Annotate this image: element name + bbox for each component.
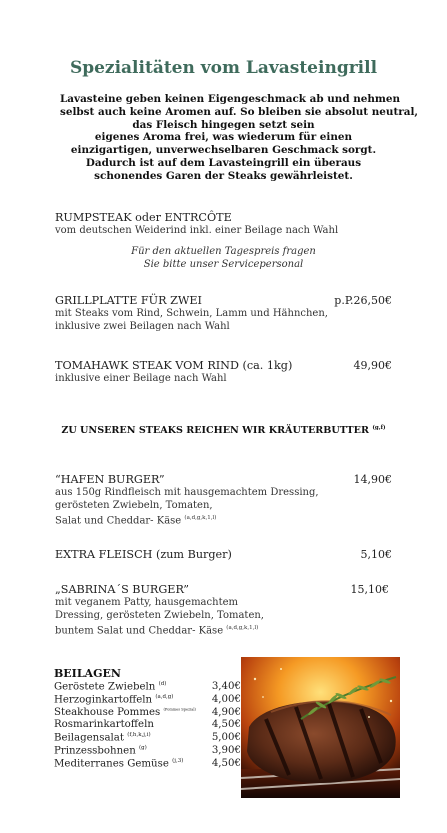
- tomahawk-price: 49,90€: [353, 359, 392, 372]
- side-name: Herzoginkartoffeln: [54, 694, 153, 706]
- desc-line: [55, 512, 319, 528]
- menu-title: Spezialitäten vom Lavasteingrill: [69, 58, 378, 78]
- allergen-codes: (f,h,k,j,i): [127, 732, 151, 739]
- sabrina-burger-price: 15,10€: [350, 583, 389, 596]
- allergen-codes: (a,d,g,k,1,l): [226, 625, 259, 632]
- intro-text: [60, 93, 419, 183]
- desc-line: aus 150g Rindfleisch mit hausgemachtem Dressing,: [55, 487, 319, 498]
- tomahawk-title: TOMAHAWK STEAK VOM RIND (ca. 1kg): [55, 359, 293, 372]
- steak-image: [241, 657, 400, 798]
- allergen-codes: (j,3): [172, 757, 184, 764]
- allergen-codes: (a,d,g): [155, 693, 174, 700]
- grillplatte-price: p.P.26,50€: [334, 294, 392, 307]
- side-item: [54, 745, 241, 758]
- intro-line: schonendes Garen der Steaks gewährleistet.: [94, 169, 353, 182]
- side-name: Rosmarinkartoffeln: [54, 719, 154, 731]
- intro-line: selbst auch keine Aromen auf. So bleiben sie absolut neutral,: [60, 105, 419, 118]
- allergen-codes: (d): [158, 681, 167, 687]
- banner-text: ZU UNSEREN STEAKS REICHEN WIR KRÄUTERBUTTER: [61, 425, 369, 437]
- side-name: Mediterranes Gemüse: [54, 758, 169, 770]
- side-price: 4,00€: [211, 693, 241, 705]
- rumpsteak-desc: vom deutschen Weiderind inkl. einer Beilage nach Wahl: [55, 225, 339, 236]
- side-item: [54, 758, 241, 771]
- side-item: [54, 681, 241, 694]
- rumpsteak-note: [0, 246, 447, 271]
- sabrina-burger-desc: [55, 597, 264, 638]
- hafen-burger-desc: [55, 487, 319, 528]
- desc-line: inklusive zwei Beilagen nach Wahl: [55, 320, 230, 332]
- hafen-burger-price: 14,90€: [353, 473, 392, 486]
- intro-line: eigenes Aroma frei, was wiederum für einen: [94, 131, 353, 144]
- note-line: Für den aktuellen Tagespreis fragen: [131, 246, 316, 257]
- hafen-burger-title: “HAFEN BURGER”: [55, 473, 165, 486]
- side-price: 3,40€: [211, 681, 241, 692]
- side-price: 4,90€: [211, 706, 241, 718]
- side-name: Steakhouse Pommes: [54, 706, 161, 718]
- desc-line: [55, 622, 264, 638]
- side-name: Prinzessbohnen: [54, 745, 136, 757]
- side-name: Geröstete Zwiebeln: [54, 681, 156, 693]
- tomahawk-desc: inklusive einer Beilage nach Wahl: [55, 373, 227, 384]
- allergen-codes: (Pommes Spezial): [163, 707, 196, 712]
- desc-line: gerösteten Zwiebeln, Tomaten,: [55, 499, 213, 511]
- extra-fleisch-price: 5,10€: [360, 548, 392, 561]
- side-price: 4,50€: [211, 719, 241, 731]
- side-price: 4,50€: [211, 757, 241, 769]
- grillplatte-desc: [55, 308, 328, 333]
- note-line: Sie bitte unser Servicepersonal: [143, 258, 304, 270]
- side-price: 5,00€: [211, 732, 241, 744]
- side-item: [54, 694, 241, 707]
- side-name: Beilagensalat: [54, 732, 124, 744]
- intro-line: einzigartigen, unverwechselbaren Geschmack sorgt.: [70, 144, 377, 157]
- desc-line: mit veganem Patty, hausgemachtem: [55, 597, 238, 608]
- banner-allergens: (g,f): [372, 425, 386, 431]
- side-price: 3,90€: [211, 745, 241, 756]
- allergen-codes: (g): [139, 745, 147, 751]
- grillplatte-title: GRILLPLATTE FÜR ZWEI: [55, 294, 202, 307]
- extra-fleisch-title: EXTRA FLEISCH (zum Burger): [55, 548, 232, 561]
- intro-line: Lavasteine geben keinen Eigengeschmack ab und nehmen: [60, 93, 401, 105]
- side-item: [54, 719, 241, 732]
- side-item: [54, 707, 241, 720]
- intro-line: das Fleisch hingegen setzt sein: [132, 118, 315, 131]
- grilled-steak-photo: [241, 657, 400, 798]
- desc-line: mit Steaks vom Rind, Schwein, Lamm und Hähnchen,: [55, 308, 328, 319]
- desc-text: buntem Salat und Cheddar- Käse: [55, 625, 224, 637]
- rumpsteak-title: RUMPSTEAK oder ENTRCÔTE: [55, 211, 232, 224]
- desc-line: Dressing, gerösteten Zwiebeln, Tomaten,: [55, 609, 264, 621]
- allergen-codes: (a,d,g,k,1,l): [184, 515, 217, 522]
- intro-line: Dadurch ist auf dem Lavasteingrill ein überaus: [85, 156, 362, 169]
- sides-heading: BEILAGEN: [54, 667, 121, 680]
- side-item: [54, 732, 241, 745]
- sabrina-burger-title: „SABRINA´S BURGER”: [55, 583, 189, 596]
- desc-text: Salat und Cheddar- Käse: [55, 515, 182, 527]
- herb-butter-banner: [0, 425, 447, 436]
